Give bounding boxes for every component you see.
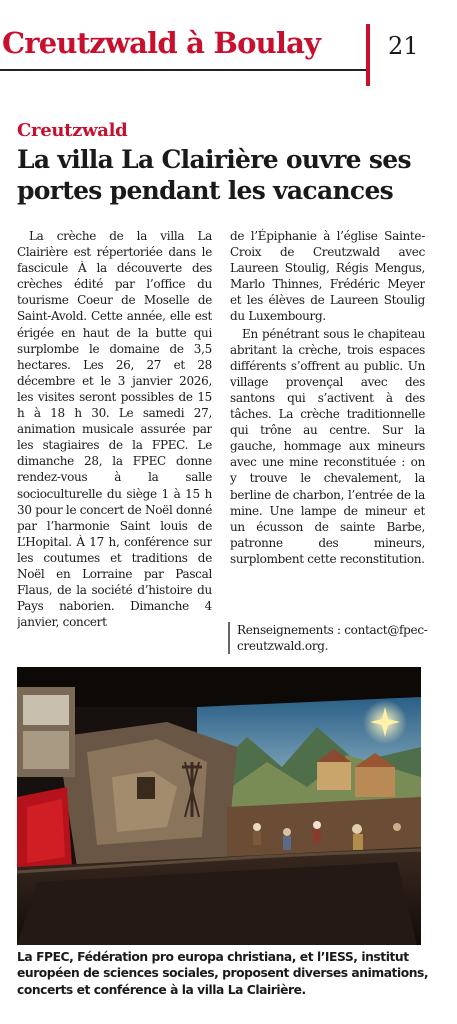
nativity-scene-photo [17,667,421,945]
article-paragraph: En pénétrant sous le chapiteau abritant la crèche, trois espaces différents s’offrent au public. Un village provençal avec des santons qui s’activent à des tâches. La crèche traditionnelle qui trône au centre. Sur la gauche, hommage aux mineurs avec une mine reconstituée : on y trouve le chevalement, la berline de charbon, l’entrée de la mine. Une lampe de mineur et un écusson de sainte Barbe, patronne des mineurs, surplombent cette reconstitution. [230,326,425,566]
section-title: Creutzwald à Boulay [2,26,321,60]
info-box: Renseignements : contact@fpec-creutzwald.org. [228,622,442,654]
article-column-right [230,228,425,628]
photo-caption: La FPEC, Fédération pro europa christiana, et l’IESS, institut européen de sciences sociales, proposent diverses animations, concerts et conférence à la villa La Clairière. [17,950,429,997]
header-rule [0,69,368,71]
article-column-left [17,228,212,656]
header-divider [366,24,370,86]
article-paragraph: La crèche de la villa La Clairière est répertoriée dans le fascicule À la découverte des crèches édité par l’office du tourisme Coeur de Moselle de Saint-Avold. Cette année, elle est érigée en haut de la butte qui surplombe le domaine de 3,5 hectares. Les 26, 27 et 28 décembre et le 3 janvier 2026, les visites seront possibles de 15 h à 18 h 30. Le samedi 27, animation musicale assurée par les stagiaires de la FPEC. Le dimanche 28, la FPEC donne rendez-vous à la salle socioculturelle du siège 1 à 15 h 30 pour le concert de Noël donné par l’harmonie Saint louis de L’Hopital. À 17 h, conférence sur les coutumes et traditions de Noël en Lorraine par Pascal Flaus, de la société d’histoire du Pays naborien. Dimanche 4 janvier, concert [17,229,212,630]
article-headline: La villa La Clairière ouvre ses portes pendant les vacances [17,145,411,205]
article-paragraph: de l’Épiphanie à l’église Sainte-Croix de Creutzwald avec Laureen Stoulig, Régis Mengus, Marlo Thinnes, Frédéric Meyer et les élèves de Laureen Stoulig du Luxembourg. [230,229,425,324]
article-kicker: Creutzwald [17,120,128,141]
page-number: 21 [388,32,419,60]
page-header [0,22,457,82]
